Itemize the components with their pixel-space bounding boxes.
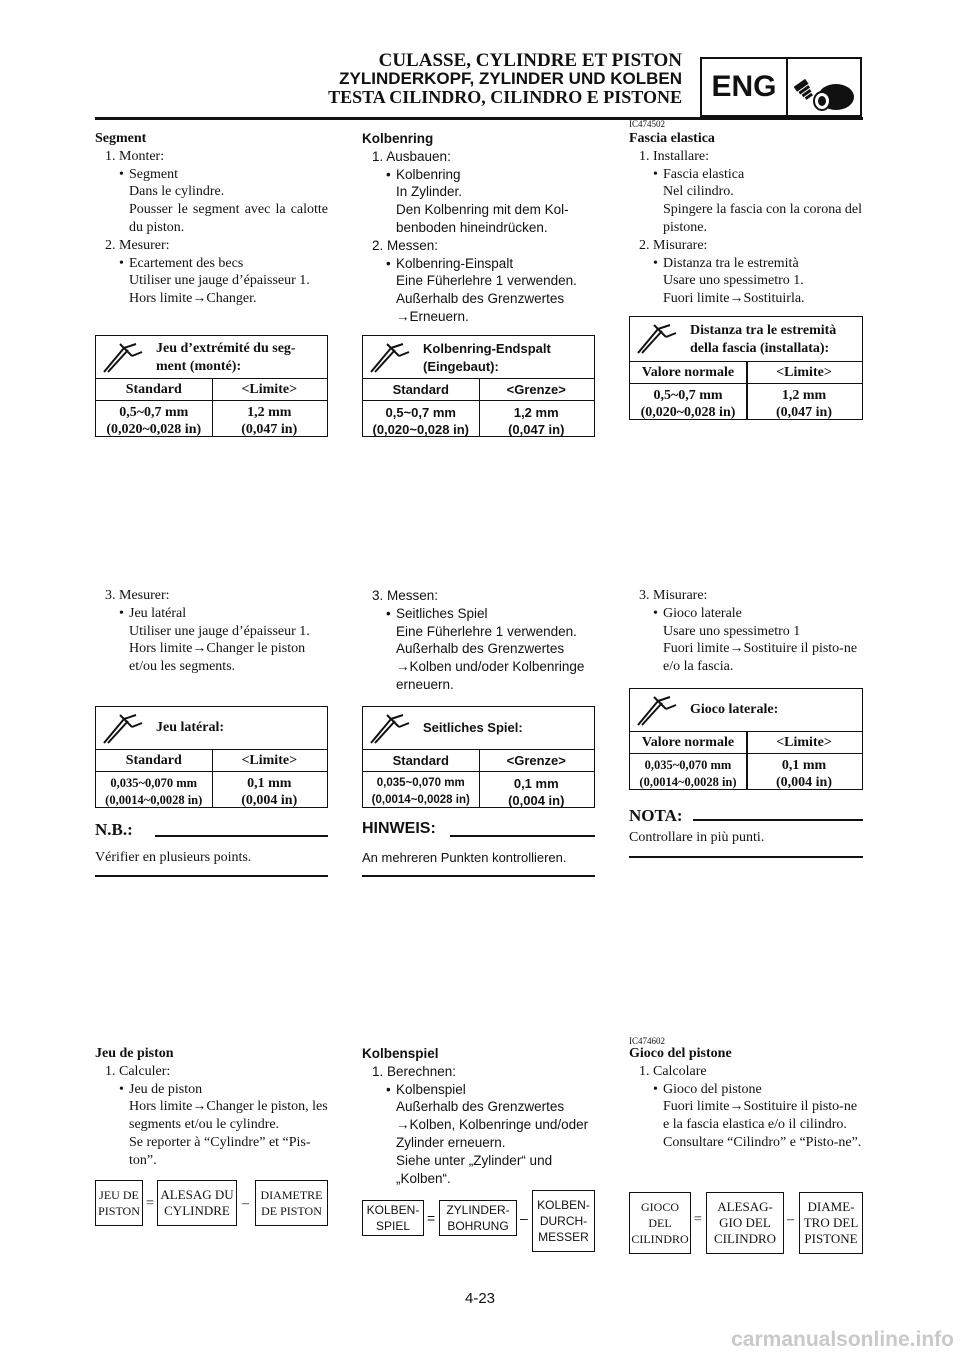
eng-badge bbox=[700, 57, 862, 117]
spec-col-limit: <Limite> bbox=[776, 365, 832, 380]
caliper-tool-icon bbox=[102, 342, 144, 374]
step: 2. Mesurer: bbox=[105, 237, 170, 253]
bullet-item: • Fascia elastica bbox=[653, 166, 745, 182]
bullet-item: • Seitliches Spiel bbox=[386, 605, 488, 621]
step: 3. Misurare: bbox=[639, 588, 708, 603]
note-label: N.B.: bbox=[95, 820, 133, 839]
step-text: Außerhalb des Grenzwertes →Erneuern. bbox=[396, 291, 565, 324]
step-text: Außerhalb des Grenzwertes →Kolben, Kolbenringe und/oder Zylinder erneuern. bbox=[396, 1099, 589, 1150]
clearance-formula bbox=[95, 1180, 328, 1226]
section-title: Kolbenspiel bbox=[362, 1046, 439, 1061]
header-rule bbox=[95, 117, 863, 120]
step: 1. Ausbauen: bbox=[372, 148, 451, 164]
step-text: Hors limite→Changer. bbox=[129, 291, 257, 307]
caliper-tool-icon bbox=[369, 713, 411, 745]
fr-piston-clearance-section bbox=[95, 1045, 328, 1170]
step-text: Hors limite→Changer le piston, les segments et/ou le cylindre. bbox=[129, 1099, 328, 1133]
bullet-item: • Kolbenring bbox=[386, 166, 461, 182]
bullet-item: • Kolbenring-Einspalt bbox=[386, 255, 514, 271]
step-text: Utiliser une jauge d’épaisseur 1. bbox=[129, 623, 310, 639]
spec-value-limit: 0,1 mm (0,004 in) bbox=[508, 776, 565, 808]
formula-equals: = bbox=[694, 1212, 702, 1227]
eng-label: ENG bbox=[711, 70, 777, 103]
page-number: 4-23 bbox=[464, 1290, 496, 1307]
step-text: Fuori limite→Sostituire il pisto-ne e la fascia elastica e/o il cilindro. bbox=[663, 1099, 858, 1133]
caliper-tool-icon bbox=[636, 323, 678, 355]
section-title: Kolbenring bbox=[362, 131, 434, 146]
step-text: Fuori limite→Sostituire il pisto-ne e/o la fascia. bbox=[663, 641, 858, 675]
bullet-item: • Jeu latéral bbox=[119, 605, 187, 621]
formula-term-diameter: DIAME-TRO DEL PISTONE bbox=[799, 1192, 863, 1254]
spec-title: Distanza tra le estremità della fascia (installata): bbox=[690, 323, 837, 356]
header-line-it: TESTA CILINDRO, CILINDRO E PISTONE bbox=[328, 87, 682, 107]
section-title: Jeu de piston bbox=[95, 1046, 174, 1061]
watermark: carmanualsonline.info bbox=[731, 1328, 954, 1351]
bullet-item: • Gioco laterale bbox=[653, 605, 742, 621]
clearance-formula bbox=[362, 1190, 595, 1252]
step: 1. Calcolare bbox=[639, 1063, 707, 1079]
spec-col-limit: <Grenze> bbox=[506, 753, 566, 768]
note-text: Vérifier en plusieurs points. bbox=[95, 850, 252, 865]
clearance-formula bbox=[629, 1192, 863, 1254]
bullet-item: • Gioco del pistone bbox=[653, 1081, 762, 1097]
step-text: Usare uno spessimetro 1. bbox=[663, 273, 804, 289]
formula-term-diameter: KOLBEN-DURCH-MESSER bbox=[532, 1190, 595, 1252]
formula-term-bore: ALESAG DU CYLINDRE bbox=[157, 1180, 237, 1226]
spec-value-limit: 1,2 mm (0,047 in) bbox=[776, 388, 832, 420]
spec-value-standard: 0,035~0,070 mm (0,0014~0,0028 in) bbox=[105, 776, 203, 807]
spec-table-side-clearance bbox=[95, 706, 328, 808]
step-text: Außerhalb des Grenzwertes →Kolben und/oder Kolbenringe erneuern. bbox=[396, 641, 585, 692]
spec-value-limit: 1,2 mm (0,047 in) bbox=[508, 405, 565, 437]
caliper-tool-icon bbox=[102, 713, 144, 745]
formula-term-clearance: GIOCO DEL CILINDRO bbox=[629, 1192, 691, 1254]
step-text: Eine Füherlehre 1 verwenden. bbox=[396, 273, 577, 289]
spec-value-limit: 0,1 mm (0,004 in) bbox=[776, 758, 832, 790]
step: 2. Messen: bbox=[372, 237, 439, 253]
spec-table-end-gap bbox=[629, 316, 863, 420]
formula-minus: – bbox=[787, 1212, 794, 1227]
section-code: IC474502 bbox=[629, 119, 665, 129]
spec-col-standard: Standard bbox=[125, 753, 182, 768]
formula-minus: – bbox=[242, 1196, 249, 1211]
note-label: NOTA: bbox=[629, 806, 683, 825]
section-title: Gioco del pistone bbox=[629, 1046, 732, 1061]
note-box bbox=[629, 806, 863, 860]
step-text: Utiliser une jauge d’épaisseur 1. bbox=[129, 273, 310, 289]
note-box bbox=[362, 820, 595, 878]
step-text: Se reporter à “Cylindre” et “Pis-ton”. bbox=[129, 1134, 311, 1168]
spec-title: Jeu latéral: bbox=[156, 720, 225, 735]
spec-col-limit: <Limite> bbox=[241, 382, 298, 397]
de-segment-section bbox=[362, 130, 595, 326]
formula-term-clearance: KOLBEN-SPIEL bbox=[362, 1200, 424, 1236]
header-line-de: ZYLINDERKOPF, ZYLINDER UND KOLBEN bbox=[339, 69, 682, 88]
header-line-fr: CULASSE, CYLINDRE ET PISTON bbox=[378, 50, 682, 71]
de-piston-clearance-section bbox=[362, 1045, 595, 1187]
note-text: Controllare in più punti. bbox=[629, 830, 765, 845]
section-title: Segment bbox=[95, 131, 147, 146]
spec-title: Kolbenring-Endspalt (Eingebaut): bbox=[423, 341, 551, 374]
de-side-clearance-section bbox=[362, 587, 595, 694]
spec-value-limit: 0,1 mm (0,004 in) bbox=[241, 776, 298, 808]
it-side-clearance-section bbox=[629, 587, 863, 676]
bullet-item: • Ecartement des becs bbox=[119, 255, 244, 271]
spec-table-side-clearance bbox=[629, 688, 863, 790]
step-text: Eine Füherlehre 1 verwenden. bbox=[396, 623, 577, 639]
spec-value-standard: 0,5~0,7 mm (0,020~0,028 in) bbox=[106, 405, 202, 437]
step-text: Usare uno spessimetro 1 bbox=[663, 623, 801, 639]
spec-col-standard: Standard bbox=[392, 753, 449, 768]
step-text: Dans le cylindre. bbox=[129, 184, 225, 200]
formula-minus: – bbox=[520, 1210, 528, 1226]
step-text: Den Kolbenring mit dem Kol-benboden hineindrücken. bbox=[396, 202, 569, 235]
step-text: Spingere la fascia con la corona del pistone. bbox=[663, 202, 863, 235]
spec-col-standard: Standard bbox=[125, 382, 182, 397]
spec-table-end-gap bbox=[362, 335, 595, 437]
spec-col-standard: Standard bbox=[392, 382, 449, 397]
note-box bbox=[95, 820, 328, 878]
spec-title: Gioco laterale: bbox=[690, 702, 779, 717]
it-segment-section bbox=[629, 130, 863, 308]
step-text: Pousser le segment avec la calotte du piston. bbox=[129, 202, 328, 235]
fr-side-clearance-section bbox=[95, 587, 328, 676]
step: 1. Berechnen: bbox=[372, 1063, 457, 1079]
cylinder-piston-icon bbox=[792, 63, 858, 113]
caliper-tool-icon bbox=[369, 342, 411, 374]
caliper-tool-icon bbox=[636, 695, 678, 727]
step: 3. Messen: bbox=[372, 588, 439, 603]
it-piston-clearance-section bbox=[629, 1045, 863, 1152]
formula-term-clearance: JEU DE PISTON bbox=[95, 1180, 143, 1226]
spec-col-limit: <Grenze> bbox=[506, 382, 566, 397]
formula-equals: = bbox=[146, 1196, 154, 1211]
step: 1. Installare: bbox=[639, 148, 709, 164]
step: 3. Mesurer: bbox=[105, 588, 170, 603]
bullet-item: • Jeu de piston bbox=[119, 1081, 203, 1097]
spec-title: Seitliches Spiel: bbox=[423, 720, 523, 735]
bullet-item: • Segment bbox=[119, 166, 178, 182]
formula-term-bore: ALESAG-GIO DEL CILINDRO bbox=[706, 1192, 784, 1254]
spec-value-standard: 0,035~0,070 mm (0,0014~0,0028 in) bbox=[371, 777, 470, 806]
note-text: An mehreren Punkten kontrollieren. bbox=[362, 850, 567, 865]
spec-title: Jeu d’extrémité du seg-ment (monté): bbox=[156, 341, 296, 374]
step-text: Hors limite→Changer le piston et/ou les segments. bbox=[129, 641, 306, 675]
bullet-item: • Distanza tra le estremità bbox=[653, 255, 799, 271]
spec-table-end-gap bbox=[95, 335, 328, 437]
formula-term-bore: ZYLINDER-BOHRUNG bbox=[439, 1200, 517, 1236]
fr-segment-section bbox=[95, 130, 328, 308]
step-text: Siehe unter „Zylinder“ und „Kolben“. bbox=[396, 1152, 553, 1186]
step: 1. Calculer: bbox=[105, 1063, 171, 1079]
formula-equals: = bbox=[427, 1210, 436, 1226]
section-header bbox=[328, 52, 682, 106]
spec-table-side-clearance bbox=[362, 706, 595, 808]
step-text: Fuori limite→Sostituirla. bbox=[663, 291, 805, 307]
spec-col-standard: Valore normale bbox=[641, 365, 735, 380]
spec-value-standard: 0,5~0,7 mm (0,020~0,028 in) bbox=[372, 405, 469, 437]
spec-value-standard: 0,035~0,070 mm (0,0014~0,0028 in) bbox=[639, 758, 737, 789]
bullet-item: • Kolbenspiel bbox=[386, 1081, 466, 1097]
section-code: IC474602 bbox=[629, 1036, 665, 1046]
spec-value-limit: 1,2 mm (0,047 in) bbox=[241, 405, 298, 437]
note-label: HINWEIS: bbox=[362, 820, 436, 837]
step: 1. Monter: bbox=[105, 148, 165, 164]
step: 2. Misurare: bbox=[639, 237, 708, 253]
section-title: Fascia elastica bbox=[629, 131, 715, 146]
spec-value-standard: 0,5~0,7 mm (0,020~0,028 in) bbox=[640, 388, 736, 420]
step-text: Nel cilindro. bbox=[663, 184, 734, 200]
step-text: In Zylinder. bbox=[396, 184, 463, 200]
step-text: Consultare “Cilindro” e “Pisto-ne”. bbox=[663, 1134, 862, 1150]
spec-col-limit: <Limite> bbox=[776, 735, 832, 750]
spec-col-limit: <Limite> bbox=[241, 753, 298, 768]
spec-col-standard: Valore normale bbox=[641, 735, 735, 750]
formula-term-diameter: DIAMETRE DE PISTON bbox=[255, 1180, 328, 1226]
